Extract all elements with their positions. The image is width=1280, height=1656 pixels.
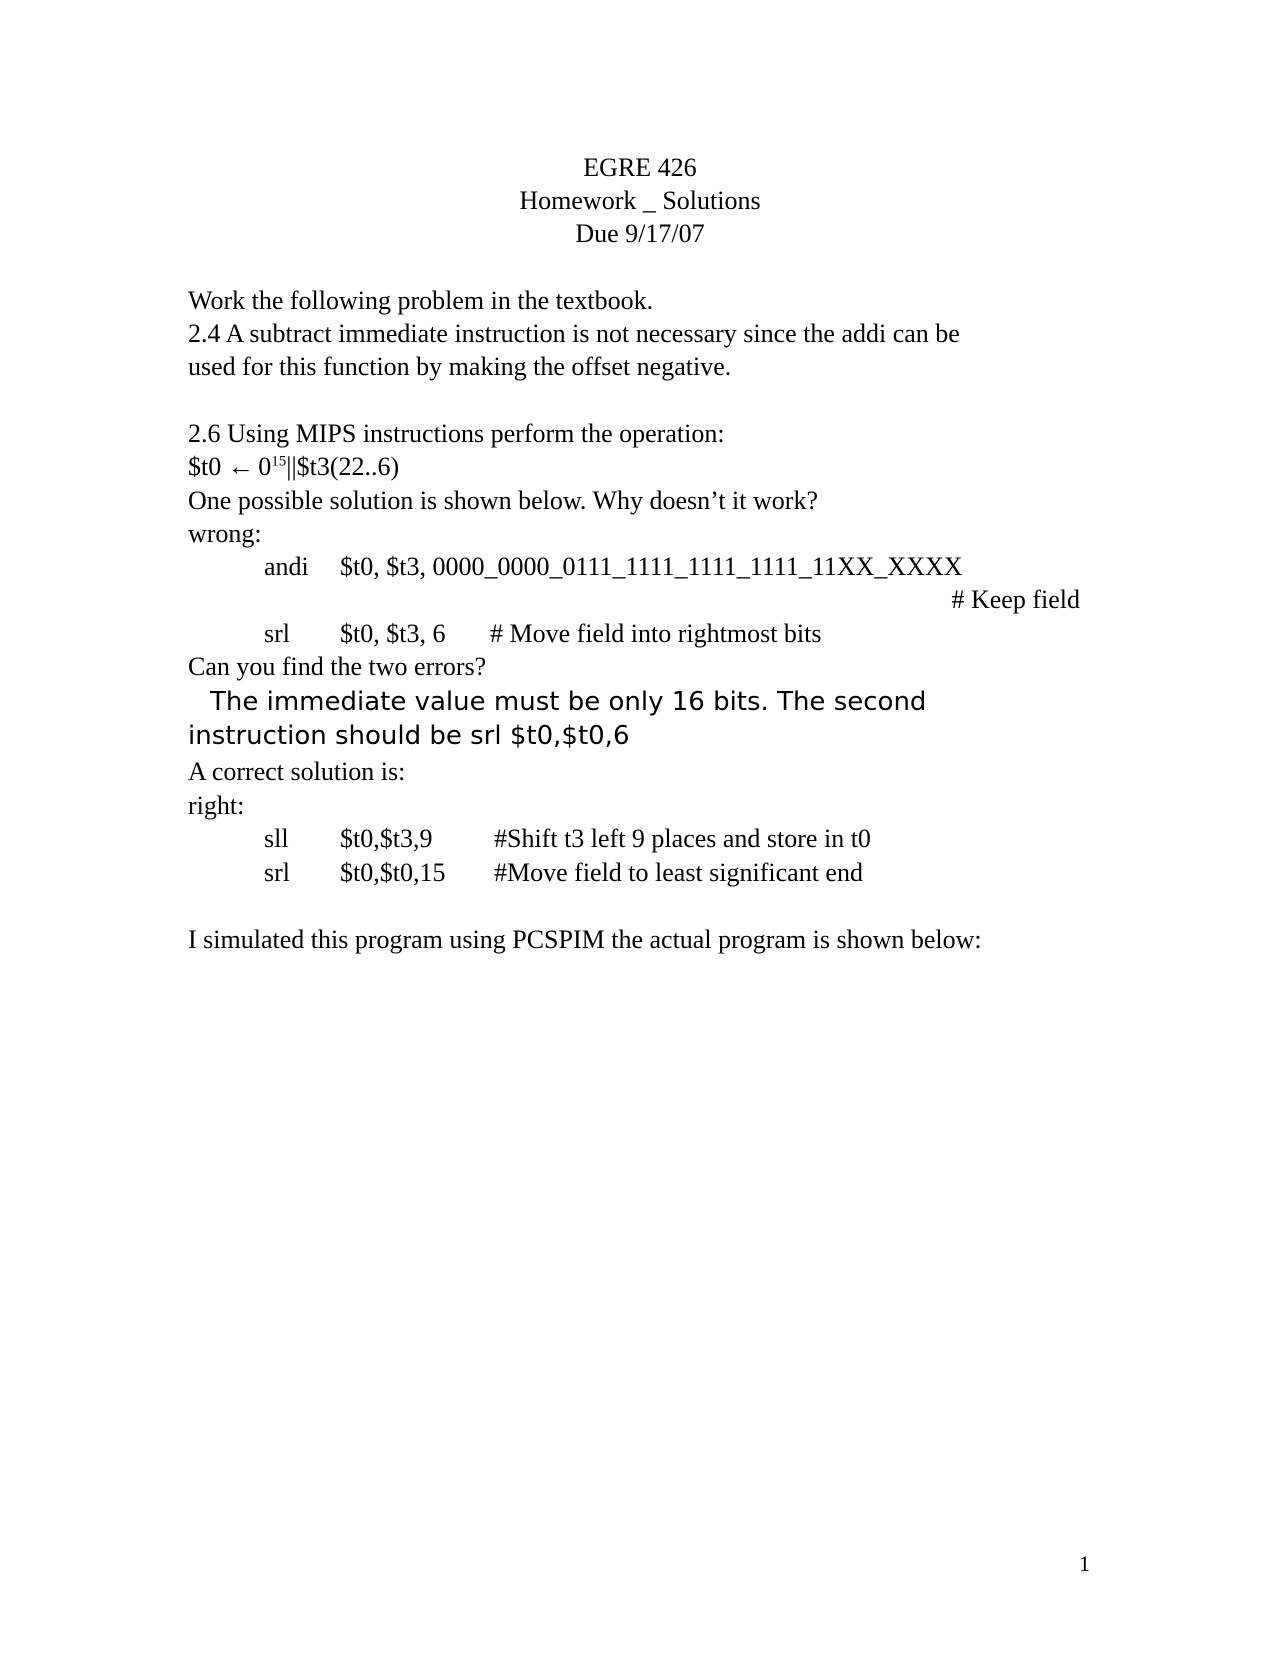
right-code-line-1 bbox=[0, 823, 1280, 855]
intro-text: Work the following problem in the textbook. bbox=[188, 286, 654, 315]
code-comment: # Move field into rightmost bits bbox=[490, 619, 822, 648]
formula-base: 0 bbox=[258, 452, 272, 481]
correct-intro: A correct solution is: bbox=[188, 757, 406, 786]
code-args: $t0, $t3, 0000_0000_0111_1111_1111_1111_11XX_XXXX bbox=[340, 552, 963, 581]
course-title: EGRE 426 bbox=[583, 153, 697, 182]
formula-exponent: 15 bbox=[271, 453, 287, 470]
code-op: srl bbox=[264, 858, 290, 887]
due-date: Due 9/17/07 bbox=[575, 219, 705, 248]
code-op: srl bbox=[264, 619, 290, 648]
errors-question: Can you find the two errors? bbox=[188, 652, 487, 681]
problem-2-4-line1: 2.4 A subtract immediate instruction is not necessary since the addi can be bbox=[188, 319, 960, 348]
wrong-code-line-1 bbox=[0, 551, 1280, 583]
simulation-text: I simulated this program using PCSPIM the actual program is shown below: bbox=[188, 925, 982, 954]
question-text: One possible solution is shown below. Why doesn’t it work? bbox=[188, 486, 818, 515]
code-args: $t0,$t0,15 bbox=[340, 858, 446, 887]
operation-formula bbox=[188, 451, 399, 483]
code-comment: #Move field to least significant end bbox=[494, 858, 863, 887]
code-args: $t0, $t3, 6 bbox=[340, 619, 446, 648]
code-args: $t0,$t3,9 bbox=[340, 824, 433, 853]
answer-line-2: instruction should be srl $t0,$t0,6 bbox=[188, 721, 630, 751]
code-op: andi bbox=[264, 552, 309, 581]
formula-rest: ||$t3(22..6) bbox=[286, 452, 400, 481]
problem-2-6-line1: 2.6 Using MIPS instructions perform the operation: bbox=[188, 419, 725, 448]
code-op: sll bbox=[264, 824, 289, 853]
wrong-code-line-2 bbox=[0, 618, 1280, 650]
code-comment: # Keep field bbox=[951, 585, 1080, 614]
homework-title: Homework _ Solutions bbox=[519, 186, 761, 215]
answer-line-1: The immediate value must be only 16 bits. The second bbox=[210, 687, 927, 717]
problem-2-4-line2: used for this function by making the offset negative. bbox=[188, 352, 732, 381]
right-label: right: bbox=[188, 791, 245, 820]
page-number: 1 bbox=[1079, 1551, 1090, 1576]
left-arrow-icon: ← bbox=[227, 452, 254, 481]
right-code-line-2 bbox=[0, 857, 1280, 889]
wrong-label: wrong: bbox=[188, 519, 262, 548]
formula-lhs: $t0 bbox=[188, 452, 222, 481]
code-comment: #Shift t3 left 9 places and store in t0 bbox=[494, 824, 871, 853]
